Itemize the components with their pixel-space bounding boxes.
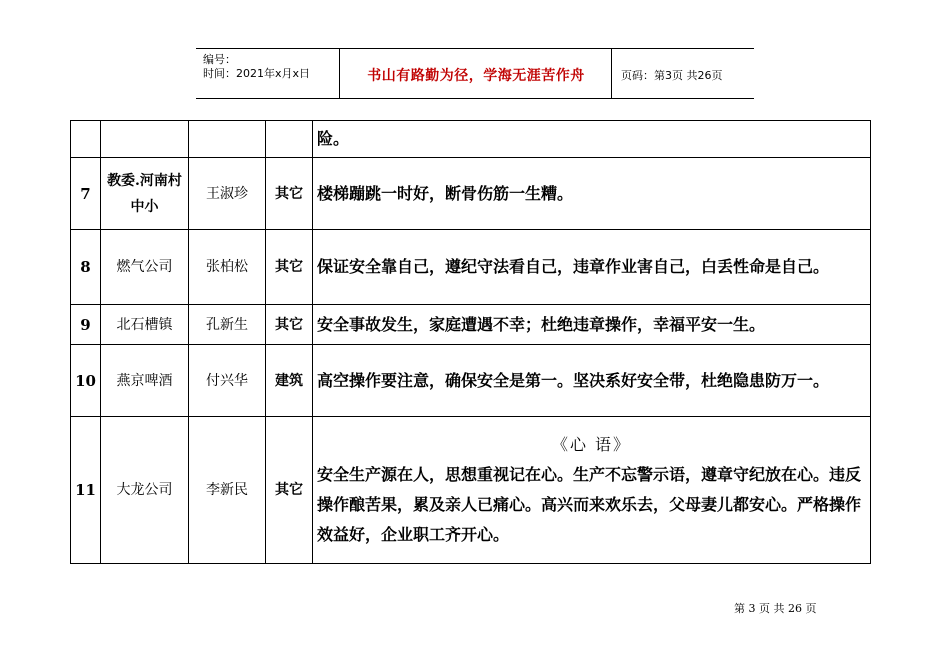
- page-footer: 第 3 页 共 26 页: [734, 602, 817, 615]
- header-motto-cell: [339, 49, 611, 98]
- row-unit: 北石槽镇: [101, 305, 189, 345]
- row-category: 其它: [266, 230, 313, 305]
- row-name: [189, 121, 266, 158]
- row-slogan: 楼梯蹦跳一时好，断骨伤筋一生糟。: [313, 158, 871, 230]
- row-category: [266, 121, 313, 158]
- row-slogan: 险。: [313, 121, 871, 158]
- slogan-table: [70, 120, 871, 564]
- row-number: 11: [71, 417, 101, 564]
- code-label: 编号：: [203, 53, 236, 66]
- row-category: 其它: [266, 158, 313, 230]
- row-slogan: 安全生产源在人，思想重视记在心。生产不忘警示语，遵章守纪放在心。违反操作酿苦果，累及亲人已痛心。高兴而来欢乐去，父母妻儿都安心。严格操作效益好，企业职工齐开心。: [317, 465, 862, 544]
- header-meta: [196, 49, 339, 98]
- row-unit: 大龙公司: [101, 417, 189, 564]
- row-number: [71, 121, 101, 158]
- table-row: [71, 417, 871, 564]
- row-slogan: 安全事故发生，家庭遭遇不幸；杜绝违章操作，幸福平安一生。: [313, 305, 871, 345]
- row-slogan: 保证安全靠自己，遵纪守法看自己，违章作业害自己，白丢性命是自己。: [313, 230, 871, 305]
- row-name: 孔新生: [189, 305, 266, 345]
- row-slogan: 高空操作要注意，确保安全是第一。坚决系好安全带，杜绝隐患防万一。: [313, 345, 871, 417]
- row-slogan-block: [313, 417, 871, 564]
- row-category: 其它: [266, 417, 313, 564]
- row-name: 王淑珍: [189, 158, 266, 230]
- row-name: 付兴华: [189, 345, 266, 417]
- motto-text: 书山有路勤为径，学海无涯苦作舟: [367, 68, 585, 84]
- table-row: [71, 230, 871, 305]
- row-number: 8: [71, 230, 101, 305]
- row-unit: 教委.河南村中小: [101, 158, 189, 230]
- table-row: [71, 121, 871, 158]
- row-name: 李新民: [189, 417, 266, 564]
- row-number: 10: [71, 345, 101, 417]
- row-category: 建筑: [266, 345, 313, 417]
- table-row: [71, 305, 871, 345]
- row-category: 其它: [266, 305, 313, 345]
- table-row: [71, 345, 871, 417]
- header-page-info: 页码：第3页 共26页: [611, 49, 754, 98]
- poem-title: 《心 语》: [551, 435, 632, 454]
- row-number: 9: [71, 305, 101, 345]
- row-name: 张柏松: [189, 230, 266, 305]
- row-unit: 燕京啤酒: [101, 345, 189, 417]
- time-label: 时间：2021年x月x日: [203, 67, 311, 80]
- table-row: [71, 158, 871, 230]
- row-unit: 燃气公司: [101, 230, 189, 305]
- document-header: [196, 48, 754, 99]
- row-number: 7: [71, 158, 101, 230]
- row-unit: [101, 121, 189, 158]
